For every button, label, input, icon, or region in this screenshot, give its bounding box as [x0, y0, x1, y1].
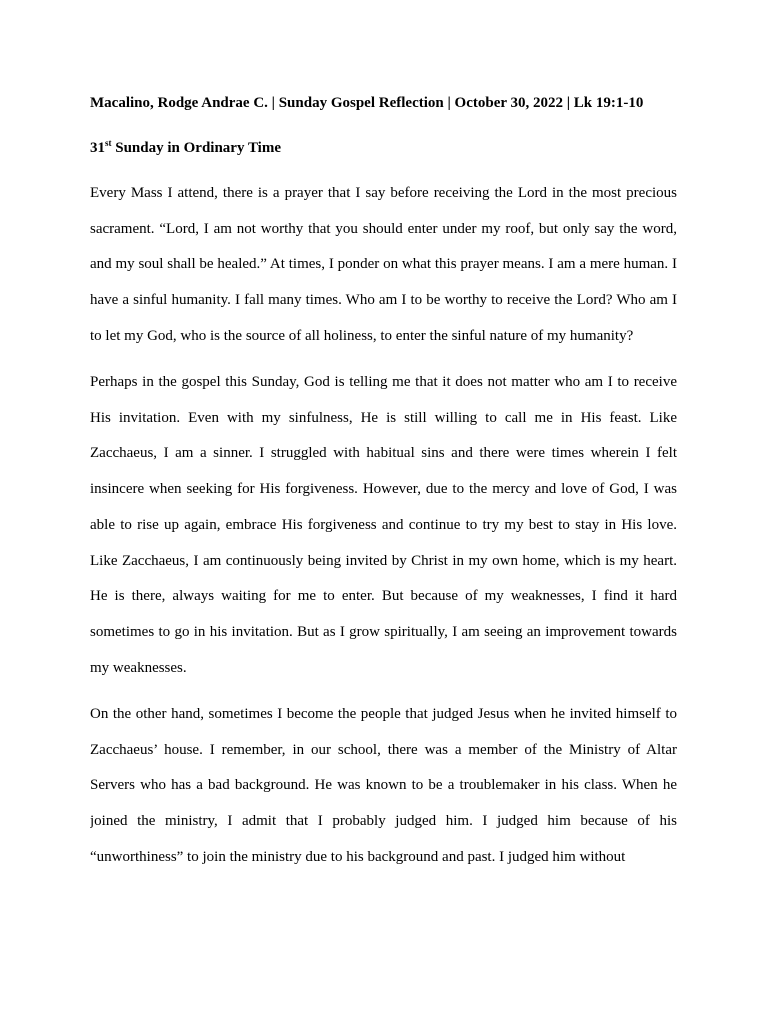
- document-subtitle: [90, 138, 281, 158]
- document-header: Macalino, Rodge Andrae C. | Sunday Gospel Reflection | October 30, 2022 | Lk 19:1-10: [90, 95, 644, 111]
- paragraph-2: Perhaps in the gospel this Sunday, God is telling me that it does not matter who am I to receive His invitation. Even with my sinfulness, He is still willing to call me in His feast. Like Zacchaeus, I am a sinner. I struggled with habitual sins and there were times wherein I felt insincere when seeking for His forgiveness. However, due to the mercy and love of God, I was able to rise up again, embrace His forgiveness and continue to try my best to stay in His love. Like Zacchaeus, I am continuously being invited by Christ in my own home, which is my heart. He is there, always waiting for me to enter. But because of my weaknesses, I find it hard sometimes to go in his invitation. But as I grow spiritually, I am seeing an improvement towards my weaknesses.: [90, 374, 677, 676]
- subtitle-number: 31: [90, 140, 105, 156]
- subtitle-text: Sunday in Ordinary Time: [111, 140, 281, 156]
- paragraph-1: Every Mass I attend, there is a prayer that I say before receiving the Lord in the most precious sacrament. “Lord, I am not worthy that you should enter under my roof, but only say the word, and my soul shall be healed.” At times, I ponder on what this prayer means. I am a mere human. I have a sinful humanity. I fall many times. Who am I to be worthy to receive the Lord? Who am I to let my God, who is the source of all holiness, to enter the sinful nature of my humanity?: [90, 185, 677, 344]
- subtitle-ordinal-suffix: st: [105, 138, 112, 148]
- paragraph-3: On the other hand, sometimes I become the people that judged Jesus when he invited himself to Zacchaeus’ house. I remember, in our school, there was a member of the Ministry of Altar Servers who has a bad background. He was known to be a troublemaker in his class. When he joined the ministry, I admit that I probably judged him. I judged him because of his “unworthiness” to join the ministry due to his background and past. I judged him without: [90, 706, 677, 865]
